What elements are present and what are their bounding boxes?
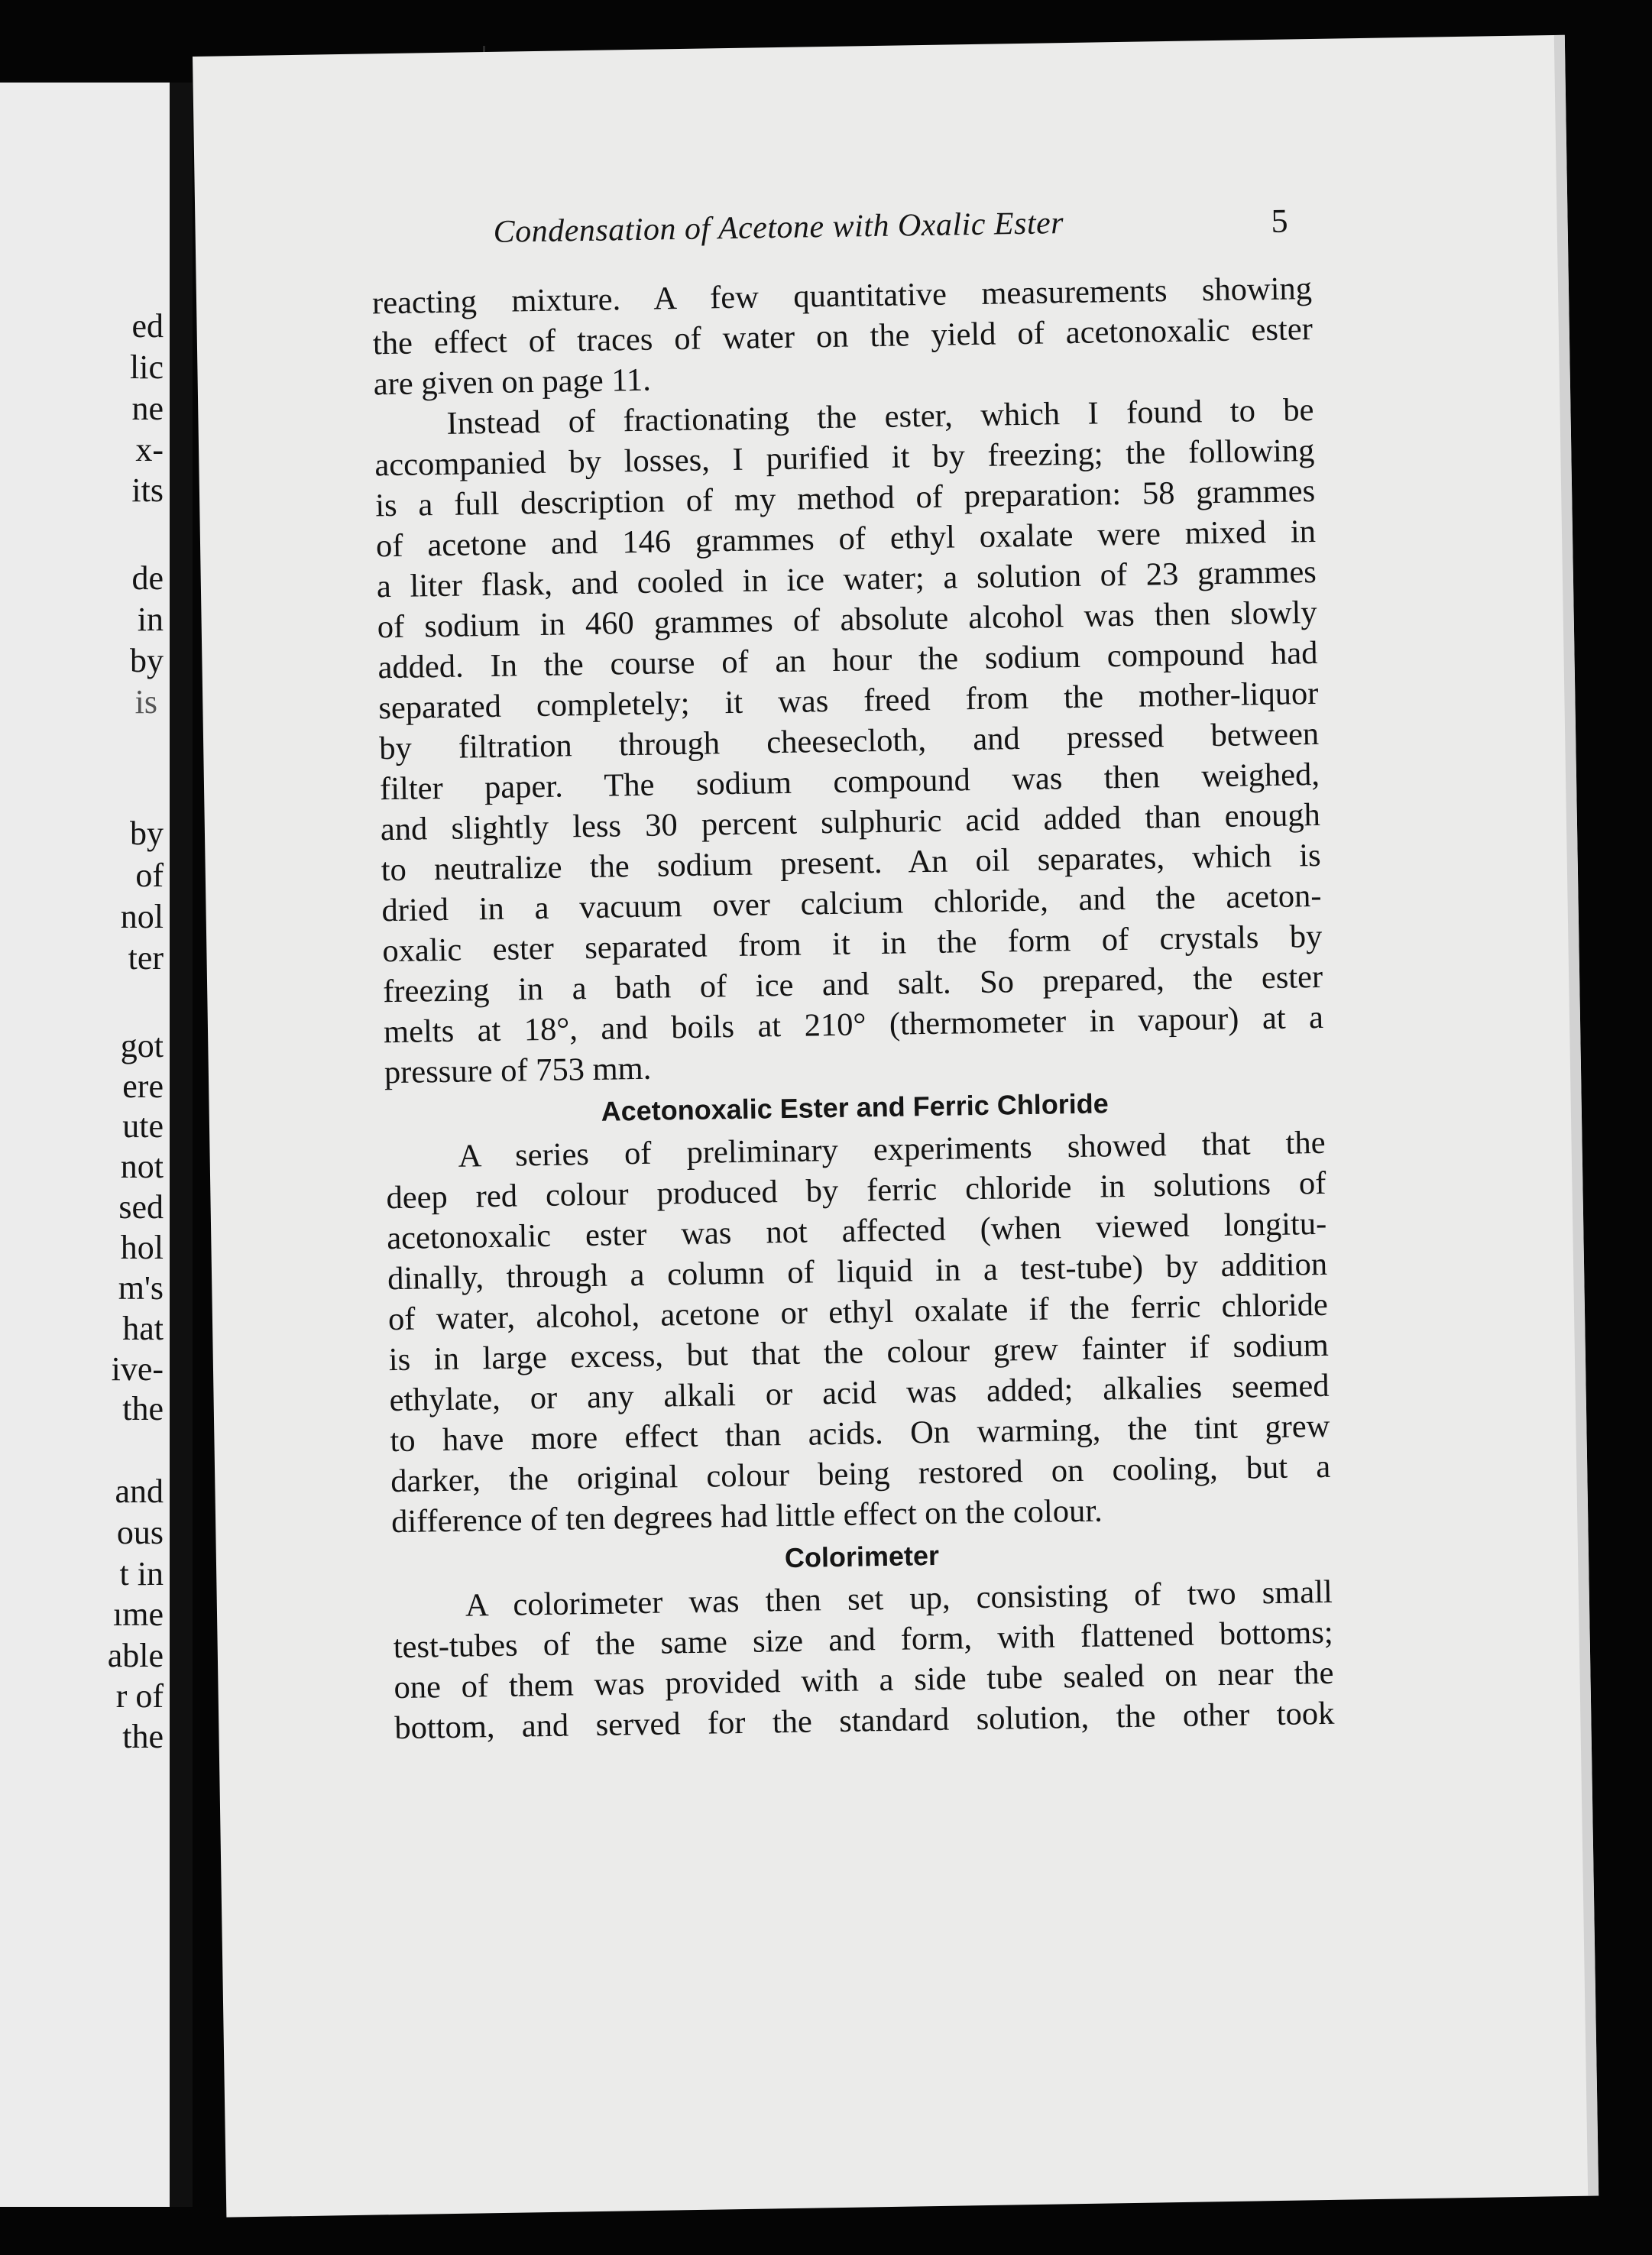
text-line: Instead of fractionating the ester, which I found to be [446, 392, 1314, 442]
text-line: the effect of traces of water on the yield of acetonoxalic ester [372, 311, 1314, 362]
left-page-fragment: the [122, 1390, 164, 1427]
left-page-fragment: sed [118, 1188, 164, 1226]
left-page-fragment: the [122, 1718, 164, 1755]
left-page-fragment: ne [131, 390, 164, 427]
left-page-fragment: x- [135, 431, 164, 468]
text-line: dried in a vacuum over calcium chloride, and the aceton- [381, 877, 1322, 929]
text-line: is a full description of my method of preparation: 58 grammes [374, 472, 1316, 524]
text-line: freezing in a bath of ice and salt. So prepared, the ester [382, 958, 1323, 1010]
text-line: by filtration through cheesecloth, and pressed between [378, 715, 1320, 767]
main-page [193, 35, 1599, 2218]
left-page-fragment: t in [119, 1555, 164, 1592]
page-number: 5 [1271, 202, 1288, 240]
section-heading-colorimeter: Colorimeter [784, 1539, 940, 1574]
left-page-fragment: ute [122, 1107, 164, 1145]
text-line: acetonoxalic ester was not affected (when viewed longitu- [386, 1205, 1327, 1257]
left-page-fragment: ed [131, 307, 164, 345]
text-line: and slightly less 30 percent sulphuric acid added than enough [380, 796, 1321, 848]
left-page-fragment: ıme [113, 1596, 164, 1633]
text-line: added. In the course of an hour the sodium compound had [377, 634, 1318, 686]
left-page-fragment: lic [130, 348, 164, 386]
text-line: pressure of 753 mm. [384, 1050, 652, 1091]
text-line: bottom, and served for the standard solution, the other took [394, 1695, 1335, 1747]
text-line: deep red colour produced by ferric chloride in solutions of [386, 1165, 1326, 1217]
left-page-fragment: ous [116, 1514, 164, 1551]
text-line: to neutralize the sodium present. An oil separates, which is [381, 837, 1321, 889]
body-text [372, 268, 1335, 1748]
text-line: accompanied by losses, I purified it by freezing; the following [374, 433, 1315, 484]
left-facing-page [0, 83, 170, 2207]
text-line: filter paper. The sodium compound was then weighed, [379, 756, 1320, 808]
left-page-fragment: hat [122, 1310, 164, 1347]
left-page-fragment: m's [118, 1269, 164, 1307]
text-line: of sodium in 460 grammes of absolute alcohol was then slowly [377, 594, 1317, 646]
text-line: oxalic ester separated from it in the form of crystals by [382, 918, 1323, 970]
left-page-fragment: is [134, 683, 157, 721]
text-line: of water, alcohol, acetone or ethyl oxalate if the ferric chloride [387, 1286, 1329, 1338]
left-page-fragment: got [120, 1027, 164, 1064]
left-page-fragment: ive- [111, 1350, 164, 1388]
text-line: of acetone and 146 grammes of ethyl oxalate were mixed in [375, 513, 1317, 565]
paragraph-3 [385, 1123, 1331, 1542]
text-line: one of them was provided with a side tube sealed on near the [394, 1654, 1334, 1706]
text-line: test-tubes of the same size and form, with flattened bottoms; [393, 1614, 1333, 1666]
text-line: difference of ten degrees had little effect on the colour. [390, 1492, 1103, 1541]
text-line: reacting mixture. A few quantitative measurements showing [371, 271, 1313, 322]
text-line: separated completely; it was freed from the mother-liquor [378, 675, 1319, 727]
left-page-fragment: de [131, 559, 164, 597]
left-page-fragment: not [120, 1148, 164, 1185]
text-line: darker, the original colour being restored on cooling, but a [390, 1448, 1331, 1500]
left-page-fragment: nol [120, 898, 164, 935]
left-page-fragment: by [130, 815, 164, 852]
text-line: a liter flask, and cooled in ice water; a solution of 23 grammes [376, 553, 1317, 605]
running-head: Condensation of Acetone with Oxalic Ester [493, 206, 1064, 250]
left-page-fragment: ter [128, 939, 164, 977]
book-gutter [170, 83, 193, 2207]
text-line: is in large excess, but that the colour grew fainter if sodium [388, 1327, 1330, 1379]
text-line: dinally, through a column of liquid in a test-tube) by addition [387, 1246, 1328, 1298]
left-page-fragment: r of [115, 1677, 164, 1715]
left-page-fragment: of [135, 857, 164, 894]
left-page-fragment: and [115, 1473, 164, 1510]
left-page-fragment: hol [120, 1229, 164, 1266]
text-line: ethylate, or any alkali or acid was added; alkalies seemed [389, 1367, 1330, 1419]
text-line: A colorimeter was then set up, consisting of two small [465, 1573, 1333, 1624]
text-line: melts at 18°, and boils at 210° (thermometer in vapour) at a [383, 999, 1324, 1051]
left-page-fragment: its [131, 471, 164, 509]
section-heading-ferric-chloride: Acetonoxalic Ester and Ferric Chloride [601, 1087, 1109, 1127]
left-page-fragment: by [130, 642, 164, 679]
page-edge [1554, 35, 1599, 2196]
paragraph-1 [372, 268, 1314, 404]
text-line: A series of preliminary experiments showed that the [458, 1124, 1326, 1174]
paragraph-4 [392, 1572, 1334, 1748]
paragraph-2 [374, 390, 1324, 1093]
text-line: to have more effect than acids. On warming, the tint grew [390, 1408, 1330, 1460]
left-page-fragment: in [137, 601, 164, 638]
left-page-fragment: ere [122, 1068, 164, 1105]
left-page-fragment: able [107, 1637, 164, 1674]
text-line: are given on page 11. [373, 361, 652, 403]
